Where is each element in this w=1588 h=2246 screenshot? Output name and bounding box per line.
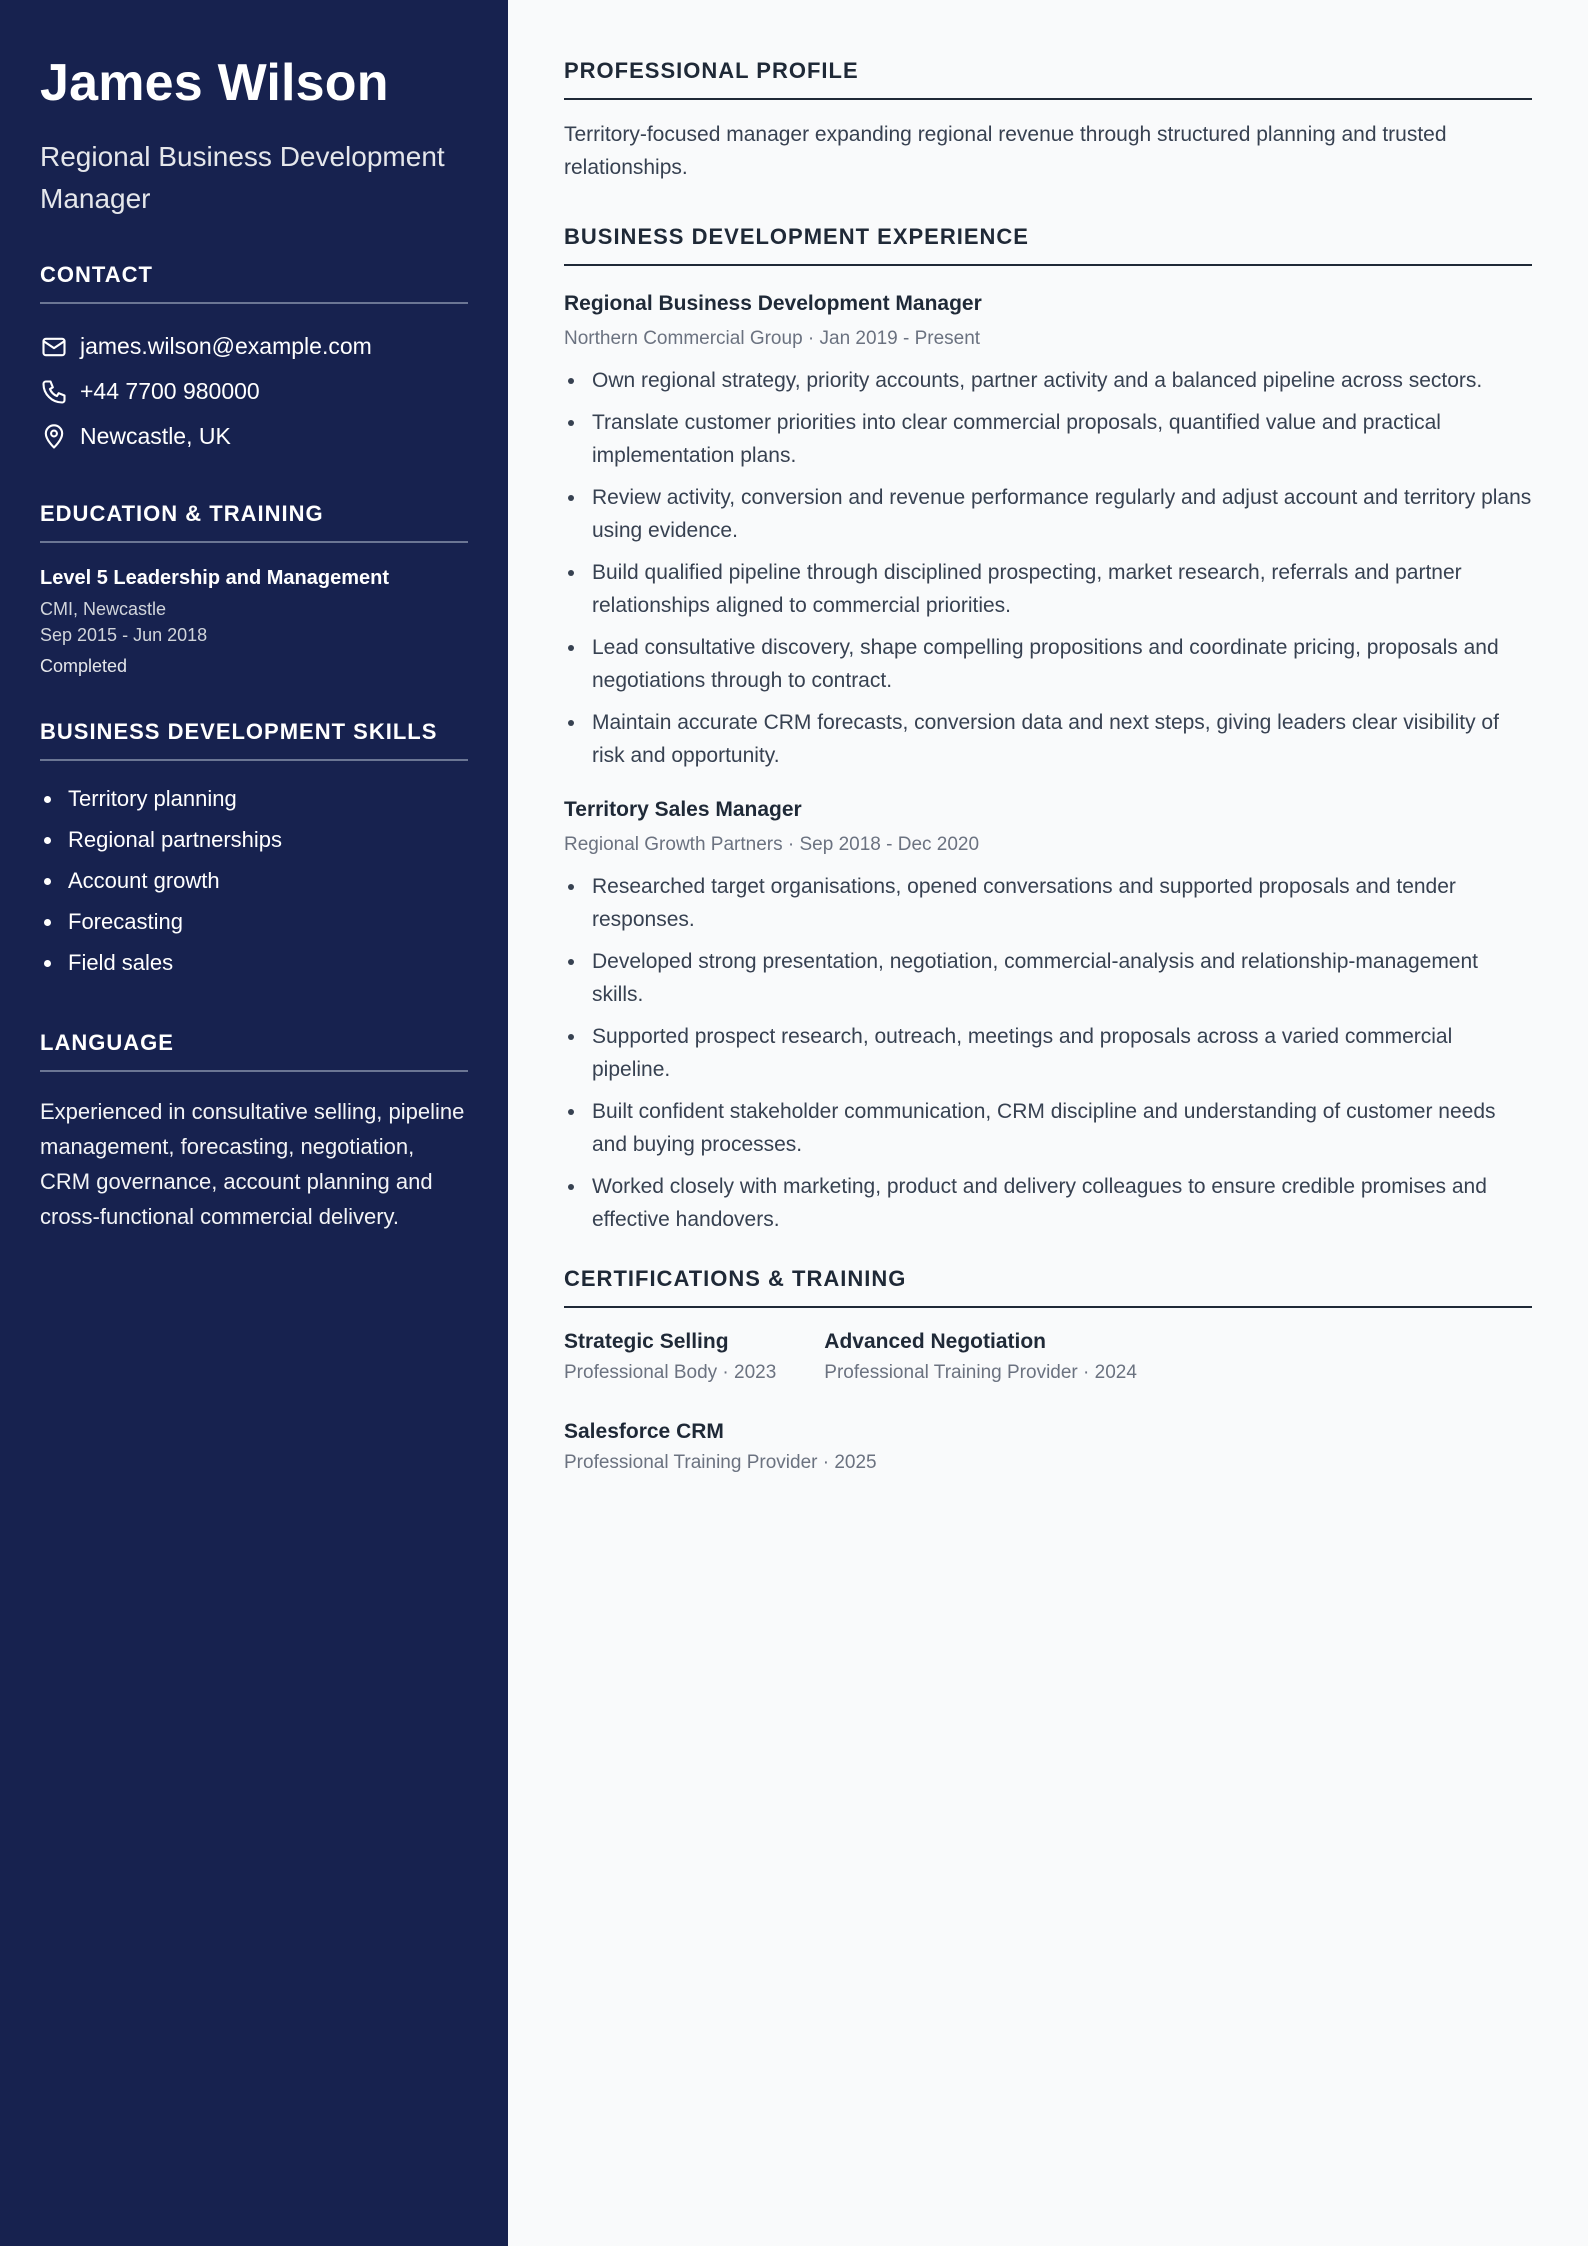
contact-list: [40, 324, 468, 459]
skill-item: Regional partnerships: [40, 824, 468, 865]
education-status: Completed: [40, 656, 128, 676]
skill-item: Territory planning: [40, 783, 468, 824]
contact-location: [40, 414, 468, 459]
job-entry: [564, 798, 1532, 1236]
skills-heading: BUSINESS DEVELOPMENT SKILLS: [40, 719, 468, 761]
certification-name: Salesforce CRM: [564, 1420, 724, 1443]
certifications-list: [564, 1330, 1532, 1510]
profile-text: Territory-focused manager expanding regional revenue through structured planning and trusted relationships.: [564, 123, 1447, 179]
skill-item: Field sales: [40, 947, 468, 988]
job-entry: [564, 292, 1532, 772]
job-bullet: Worked closely with marketing, product and delivery colleagues to ensure credible promises and effective handovers.: [564, 1170, 1532, 1236]
certifications-heading: CERTIFICATIONS & TRAINING: [564, 1266, 1532, 1308]
certification-name: Strategic Selling: [564, 1330, 729, 1353]
education-section: [40, 501, 468, 677]
job-bullet: Supported prospect research, outreach, meetings and proposals across a varied commercial pipeline.: [564, 1020, 1532, 1086]
certification-meta: Professional Body · 2023: [564, 1362, 777, 1383]
profile-heading: PROFESSIONAL PROFILE: [564, 58, 1532, 100]
language-text: Experienced in consultative selling, pipeline management, forecasting, negotiation, CRM governance, account planning and cross-functional commercial delivery.: [40, 1099, 465, 1229]
skill-item: Forecasting: [40, 906, 468, 947]
language-heading: LANGUAGE: [40, 1030, 468, 1072]
job-meta: Regional Growth Partners · Sep 2018 - Dec 2020: [564, 834, 980, 855]
certification-item: [564, 1420, 877, 1474]
location-text: Newcastle, UK: [80, 423, 231, 449]
skill-item: Account growth: [40, 865, 468, 906]
sidebar: [0, 0, 508, 2246]
education-title: Level 5 Leadership and Management: [40, 567, 389, 589]
certifications-section: [564, 1266, 1532, 1510]
job-bullet: Own regional strategy, priority accounts, partner activity and a balanced pipeline across sectors.: [564, 364, 1532, 397]
contact-section: [40, 262, 468, 459]
job-bullet: Researched target organisations, opened conversations and supported proposals and tender responses.: [564, 870, 1532, 936]
contact-phone[interactable]: [40, 369, 468, 414]
job-meta: Northern Commercial Group · Jan 2019 - Present: [564, 328, 981, 349]
job-bullet: Maintain accurate CRM forecasts, conversion data and next steps, giving leaders clear visibility of risk and opportunity.: [564, 706, 1532, 772]
job-title: Regional Business Development Manager: [564, 292, 982, 315]
certification-item: [824, 1330, 1137, 1384]
skills-list: [40, 783, 468, 988]
email-text: james.wilson@example.com: [80, 333, 372, 359]
main-content: [508, 0, 1588, 2246]
phone-text: +44 7700 980000: [80, 378, 260, 404]
experience-heading: BUSINESS DEVELOPMENT EXPERIENCE: [564, 224, 1532, 266]
education-dates: Sep 2015 - Jun 2018: [40, 625, 208, 645]
language-section: [40, 1030, 468, 1234]
job-bullets: [564, 870, 1532, 1236]
experience-section: [564, 224, 1532, 1236]
job-bullet: Translate customer priorities into clear commercial proposals, quantified value and practical implementation plans.: [564, 406, 1532, 472]
phone-icon: [40, 378, 68, 406]
certification-item: [564, 1330, 776, 1384]
skills-section: [40, 719, 468, 988]
job-bullet: Review activity, conversion and revenue performance regularly and adjust account and territory plans using evidence.: [564, 481, 1532, 547]
education-heading: EDUCATION & TRAINING: [40, 501, 468, 543]
education-institution: CMI, Newcastle: [40, 599, 167, 619]
certification-meta: Professional Training Provider · 2024: [824, 1362, 1137, 1383]
contact-heading: CONTACT: [40, 262, 468, 304]
mail-icon: [40, 333, 68, 361]
job-bullet: Built confident stakeholder communication, CRM discipline and understanding of customer needs and buying processes.: [564, 1095, 1532, 1161]
profile-section: [564, 58, 1532, 184]
contact-email[interactable]: [40, 324, 468, 369]
certification-meta: Professional Training Provider · 2025: [564, 1452, 877, 1473]
job-bullet: Lead consultative discovery, shape compelling propositions and coordinate pricing, proposals and negotiations through to contract.: [564, 631, 1532, 697]
map-pin-icon: [40, 423, 68, 451]
job-title: Territory Sales Manager: [564, 798, 802, 821]
job-bullet: Developed strong presentation, negotiation, commercial-analysis and relationship-management skills.: [564, 945, 1532, 1011]
person-name: James Wilson: [40, 54, 389, 112]
certification-name: Advanced Negotiation: [824, 1330, 1046, 1353]
job-bullets: [564, 364, 1532, 772]
person-title: Regional Business Development Manager: [40, 141, 445, 214]
job-bullet: Build qualified pipeline through disciplined prospecting, market research, referrals and partner relationships aligned to commercial priorities.: [564, 556, 1532, 622]
